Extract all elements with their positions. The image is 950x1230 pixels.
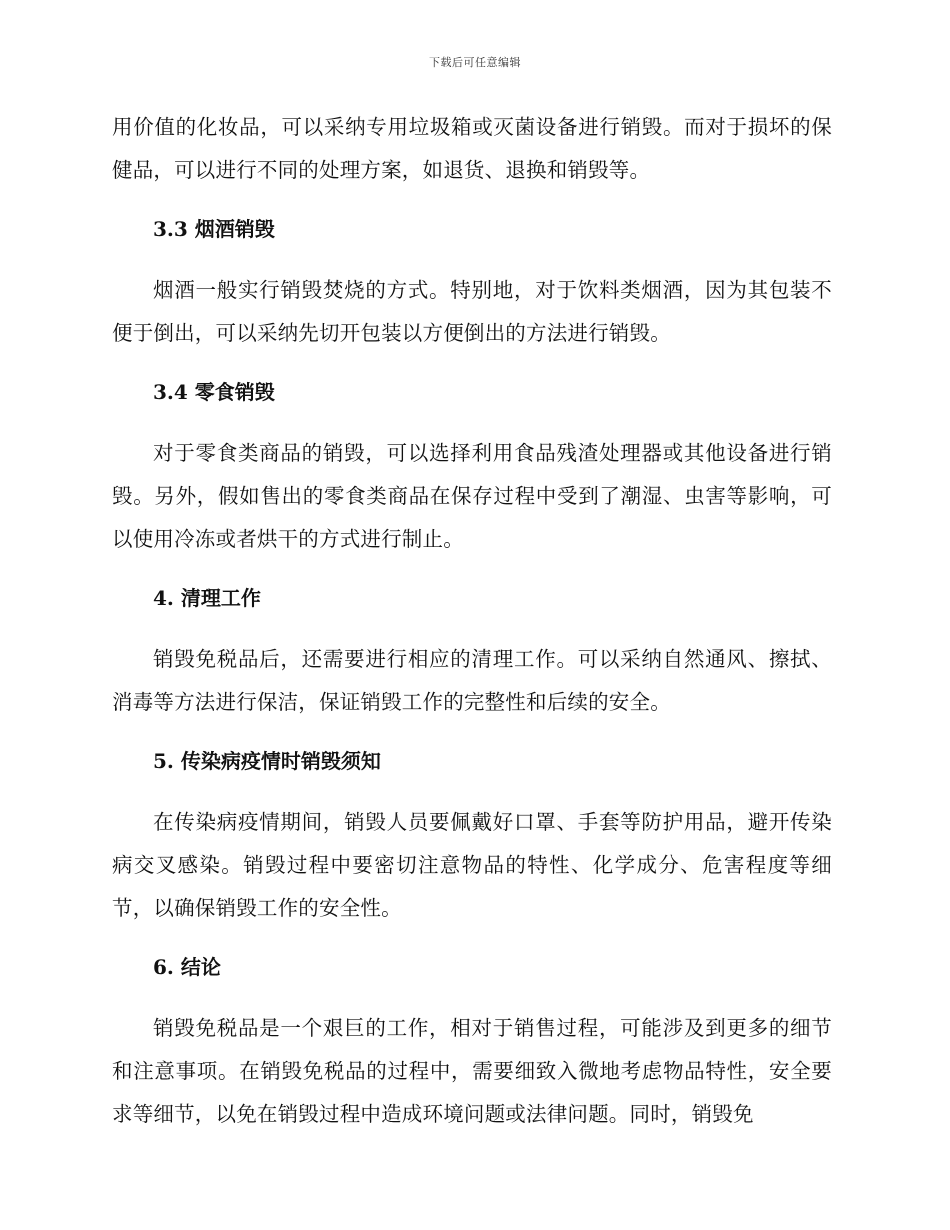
paragraph-snacks: 对于零食类商品的销毁，可以选择利用食品残渣处理器或其他设备进行销毁。另外，假如售出的零食类商品在保存过程中受到了潮湿、虫害等影响，可以使用冷冻或者烘干的方式进行制止。 bbox=[112, 441, 832, 551]
section-heading-cleanup: 4. 清理工作 bbox=[153, 586, 261, 610]
section-heading-tobacco-alcohol: 3.3 烟酒销毁 bbox=[153, 217, 275, 241]
paragraph-cosmetics-continued: 用价值的化妆品，可以采纳专用垃圾箱或灭菌设备进行销毁。而对于损坏的保健品，可以进行不同的处理方案，如退货、退换和销毁等。 bbox=[112, 115, 832, 182]
section-heading-epidemic: 5. 传染病疫情时销毁须知 bbox=[153, 749, 381, 773]
paragraph-conclusion: 销毁免税品是一个艰巨的工作，相对于销售过程，可能涉及到更多的细节和注意事项。在销毁免税品的过程中，需要细致入微地考虑物品特性，安全要求等细节，以免在销毁过程中造成环境问题或法律问题。同时，销毁免 bbox=[112, 1016, 832, 1126]
page-header: 下载后可任意编辑 bbox=[429, 56, 521, 69]
paragraph-epidemic: 在传染病疫情期间，销毁人员要佩戴好口罩、手套等防护用品，避开传染病交叉感染。销毁过程中要密切注意物品的特性、化学成分、危害程度等细节，以确保销毁工作的安全性。 bbox=[112, 810, 832, 920]
section-heading-conclusion: 6. 结论 bbox=[153, 955, 221, 979]
paragraph-cleanup: 销毁免税品后，还需要进行相应的清理工作。可以采纳自然通风、擦拭、消毒等方法进行保洁，保证销毁工作的完整性和后续的安全。 bbox=[112, 647, 832, 714]
paragraph-tobacco-alcohol: 烟酒一般实行销毁焚烧的方式。特别地，对于饮料类烟酒，因为其包装不便于倒出，可以采纳先切开包装以方便倒出的方法进行销毁。 bbox=[112, 278, 832, 345]
section-heading-snacks: 3.4 零食销毁 bbox=[153, 380, 275, 404]
document-body bbox=[112, 106, 832, 1152]
